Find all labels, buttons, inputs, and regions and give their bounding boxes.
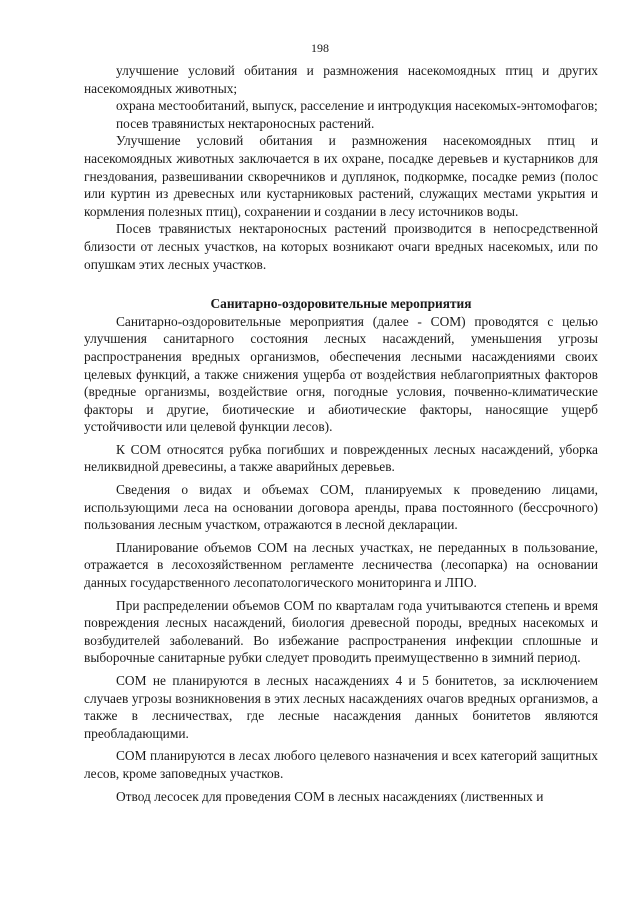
paragraph-som-definition: Санитарно-оздоровительные мероприятия (далее - СОМ) проводятся с целью улучшения санитарного состояния лесных насаждений, уменьшения угрозы распространения вредных организмов, обеспечения лесными насаждениями своих целевых функций, а также снижения ущерба от воздействия неблагоприятных факторов (вредные организмы, воздействие огня, погодные условия, почвенно-климатические факторы и другие, биотические и абиотические факторы, наносящие ущерб устойчивости или целевой функции лесов). — [84, 313, 598, 435]
paragraph-som-distribution: При распределении объемов СОМ по кварталам года учитываются степень и время повреждения лесных насаждений, биология древесной породы, вредных насекомых и возбудителей заболеваний. Во избежание распространения инфекции сплошные и выборочные санитарные рубки следует проводить преимущественно в зимний период. — [84, 597, 598, 666]
paragraph-som-declaration: Сведения о видах и объемах СОМ, планируемых к проведению лицами, использующими леса на основании договора аренды, права постоянного (бессрочного) пользования лесным участком, отражаются в лесной декларации. — [84, 482, 598, 533]
paragraph-som-allotment: Отвод лесосек для проведения СОМ в лесных насаждениях (лиственных и — [116, 788, 544, 804]
page-number: 198 — [311, 41, 329, 55]
section-heading: Санитарно-оздоровительные мероприятия — [210, 296, 472, 312]
list-item-nectar-plants: посев травянистых нектароносных растений. — [116, 115, 375, 131]
paragraph-birds-conditions: Улучшение условий обитания и размножения насекомоядных птиц и насекомоядных животных заключается в их охране, посадке деревьев и кустарников для гнездования, развешивании скворечников и дуплянок, подкормке, посадке ремиз (полос или куртин из древесных или кустарниковых растений, служащих местами укрытия и кормления полезных птиц), сохранении и создании в лесу источников воды. — [84, 133, 598, 219]
list-item-entomophages: охрана местообитаний, выпуск, расселение и интродукция насекомых-энтомофагов; — [116, 98, 598, 114]
paragraph-som-planning: Планирование объемов СОМ на лесных участках, не переданных в пользование, отражается в лесохозяйственном регламенте лесничества (лесопарка) на основании данных государственного лесопатологического мониторинга и ЛПО. — [84, 539, 598, 591]
list-item-birds: улучшение условий обитания и размножения насекомоядных птиц и других насекомоядных животных; — [84, 63, 598, 96]
page-content — [84, 62, 598, 805]
paragraph-som-forests: СОМ планируются в лесах любого целевого назначения и всех категорий защитных лесов, кроме заповедных участков. — [84, 748, 598, 781]
paragraph-som-types: К СОМ относятся рубка погибших и поврежденных лесных насаждений, уборка неликвидной древесины, а также аварийных деревьев. — [84, 441, 598, 475]
paragraph-nectar-sowing: Посев травянистых нектароносных растений производится в непосредственной близости от лесных участков, на которых возникают очаги вредных насекомых, или по опушкам этих лесных участков. — [84, 221, 598, 272]
paragraph-som-bonitet: СОМ не планируются в лесных насаждениях 4 и 5 бонитетов, за исключением случаев угрозы возникновения в этих лесных насаждениях очагов вредных организмов, а также в лесничествах, где лесные насаждения данных бонитетов являются преобладающими. — [84, 673, 598, 741]
